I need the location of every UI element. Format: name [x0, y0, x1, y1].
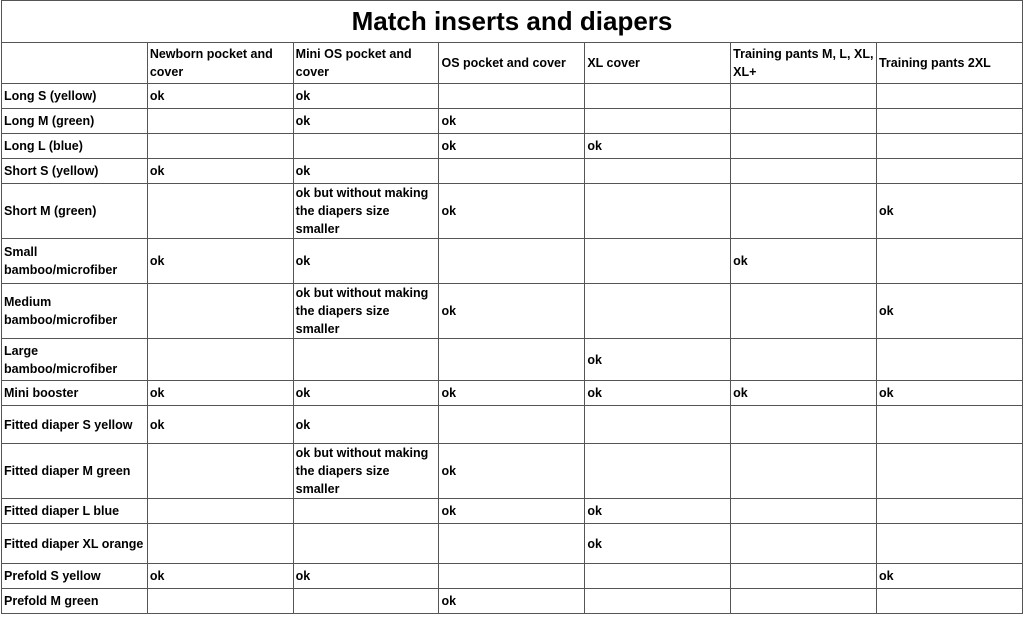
match-cell: [147, 109, 293, 134]
row-label: Long S (yellow): [2, 84, 148, 109]
match-cell: ok: [147, 406, 293, 444]
table-title: Match inserts and diapers: [2, 1, 1023, 43]
match-cell: ok: [876, 381, 1022, 406]
match-cell: [293, 339, 439, 381]
match-cell: ok: [439, 109, 585, 134]
row-label: Long L (blue): [2, 134, 148, 159]
row-label: Fitted diaper XL orange: [2, 524, 148, 564]
match-cell: ok: [439, 381, 585, 406]
match-cell: [876, 406, 1022, 444]
match-cell: ok: [585, 339, 731, 381]
match-cell: [147, 284, 293, 339]
match-cell: ok: [147, 564, 293, 589]
match-cell: ok: [585, 381, 731, 406]
table-row: [2, 184, 1023, 239]
match-cell: [731, 406, 877, 444]
match-cell: [876, 134, 1022, 159]
match-cell: ok: [585, 134, 731, 159]
match-cell: [147, 499, 293, 524]
match-cell: [293, 134, 439, 159]
row-label: Short S (yellow): [2, 159, 148, 184]
match-cell: [585, 406, 731, 444]
match-cell: [147, 589, 293, 614]
row-label: Fitted diaper L blue: [2, 499, 148, 524]
match-cell: ok: [731, 239, 877, 284]
table-row: [2, 159, 1023, 184]
match-cell: ok: [876, 564, 1022, 589]
match-cell: [731, 564, 877, 589]
row-label: Prefold M green: [2, 589, 148, 614]
table-row: [2, 444, 1023, 499]
row-label: Small bamboo/microfiber: [2, 239, 148, 284]
row-label: Long M (green): [2, 109, 148, 134]
match-cell: ok: [147, 239, 293, 284]
match-cell: ok: [876, 184, 1022, 239]
match-cell: [731, 109, 877, 134]
match-cell: [147, 524, 293, 564]
match-cell: [585, 284, 731, 339]
row-label: Prefold S yellow: [2, 564, 148, 589]
match-cell: [293, 589, 439, 614]
row-label: Fitted diaper S yellow: [2, 406, 148, 444]
match-cell: [731, 84, 877, 109]
column-header: Training pants 2XL: [876, 43, 1022, 84]
column-header: Newborn pocket and cover: [147, 43, 293, 84]
match-cell: ok: [585, 499, 731, 524]
match-cell: ok: [731, 381, 877, 406]
match-cell: [585, 564, 731, 589]
match-cell: [731, 284, 877, 339]
match-cell: [876, 109, 1022, 134]
match-cell: [731, 524, 877, 564]
match-cell: [731, 134, 877, 159]
row-label: Fitted diaper M green: [2, 444, 148, 499]
match-cell: [585, 109, 731, 134]
match-cell: ok: [585, 524, 731, 564]
match-cell: [439, 239, 585, 284]
row-label: Mini booster: [2, 381, 148, 406]
table-row: [2, 109, 1023, 134]
match-cell: ok: [293, 406, 439, 444]
match-cell: [731, 444, 877, 499]
row-label: Large bamboo/microfiber: [2, 339, 148, 381]
match-cell: ok but without making the diapers size smaller: [293, 184, 439, 239]
match-cell: [876, 339, 1022, 381]
table-row: [2, 564, 1023, 589]
match-cell: ok: [439, 444, 585, 499]
match-cell: ok: [293, 159, 439, 184]
match-cell: [876, 589, 1022, 614]
table-row: [2, 239, 1023, 284]
match-cell: [731, 589, 877, 614]
header-corner-cell: [2, 43, 148, 84]
match-cell: [293, 499, 439, 524]
match-cell: [876, 444, 1022, 499]
match-cell: [585, 84, 731, 109]
row-label: Short M (green): [2, 184, 148, 239]
match-cell: ok but without making the diapers size smaller: [293, 284, 439, 339]
match-cell: ok: [439, 284, 585, 339]
table-row: [2, 589, 1023, 614]
table-row: [2, 284, 1023, 339]
match-cell: [439, 84, 585, 109]
header-row: [2, 43, 1023, 84]
column-header: OS pocket and cover: [439, 43, 585, 84]
match-cell: [585, 589, 731, 614]
match-cell: [876, 524, 1022, 564]
column-header: Training pants M, L, XL, XL+: [731, 43, 877, 84]
match-cell: [585, 184, 731, 239]
match-cell: ok: [147, 159, 293, 184]
match-cell: ok: [876, 284, 1022, 339]
match-cell: ok: [439, 499, 585, 524]
match-cell: [731, 339, 877, 381]
table-row: [2, 339, 1023, 381]
match-cell: [147, 339, 293, 381]
match-cell: [147, 184, 293, 239]
table-row: [2, 134, 1023, 159]
match-cell: [439, 159, 585, 184]
match-cell: [585, 159, 731, 184]
match-cell: [293, 524, 439, 564]
match-cell: [147, 444, 293, 499]
match-cell: ok: [439, 134, 585, 159]
match-cell: ok: [439, 589, 585, 614]
table-row: [2, 499, 1023, 524]
match-cell: ok: [147, 381, 293, 406]
table-row: [2, 84, 1023, 109]
match-cell: [439, 339, 585, 381]
match-cell: ok: [293, 84, 439, 109]
match-cell: [876, 239, 1022, 284]
match-cell: [439, 564, 585, 589]
match-cell: ok but without making the diapers size smaller: [293, 444, 439, 499]
match-cell: [731, 159, 877, 184]
match-cell: [876, 159, 1022, 184]
column-header: XL cover: [585, 43, 731, 84]
match-cell: [876, 499, 1022, 524]
match-cell: ok: [293, 109, 439, 134]
match-cell: [731, 499, 877, 524]
match-cell: [731, 184, 877, 239]
row-label: Medium bamboo/microfiber: [2, 284, 148, 339]
match-table: [1, 0, 1023, 614]
match-cell: ok: [293, 239, 439, 284]
match-cell: [876, 84, 1022, 109]
match-cell: [585, 239, 731, 284]
match-cell: ok: [439, 184, 585, 239]
table-row: [2, 524, 1023, 564]
column-header: Mini OS pocket and cover: [293, 43, 439, 84]
match-cell: ok: [293, 381, 439, 406]
match-cell: ok: [293, 564, 439, 589]
table-row: [2, 406, 1023, 444]
match-cell: [585, 444, 731, 499]
match-cell: [147, 134, 293, 159]
match-cell: [439, 524, 585, 564]
table-row: [2, 381, 1023, 406]
match-cell: [439, 406, 585, 444]
match-cell: ok: [147, 84, 293, 109]
